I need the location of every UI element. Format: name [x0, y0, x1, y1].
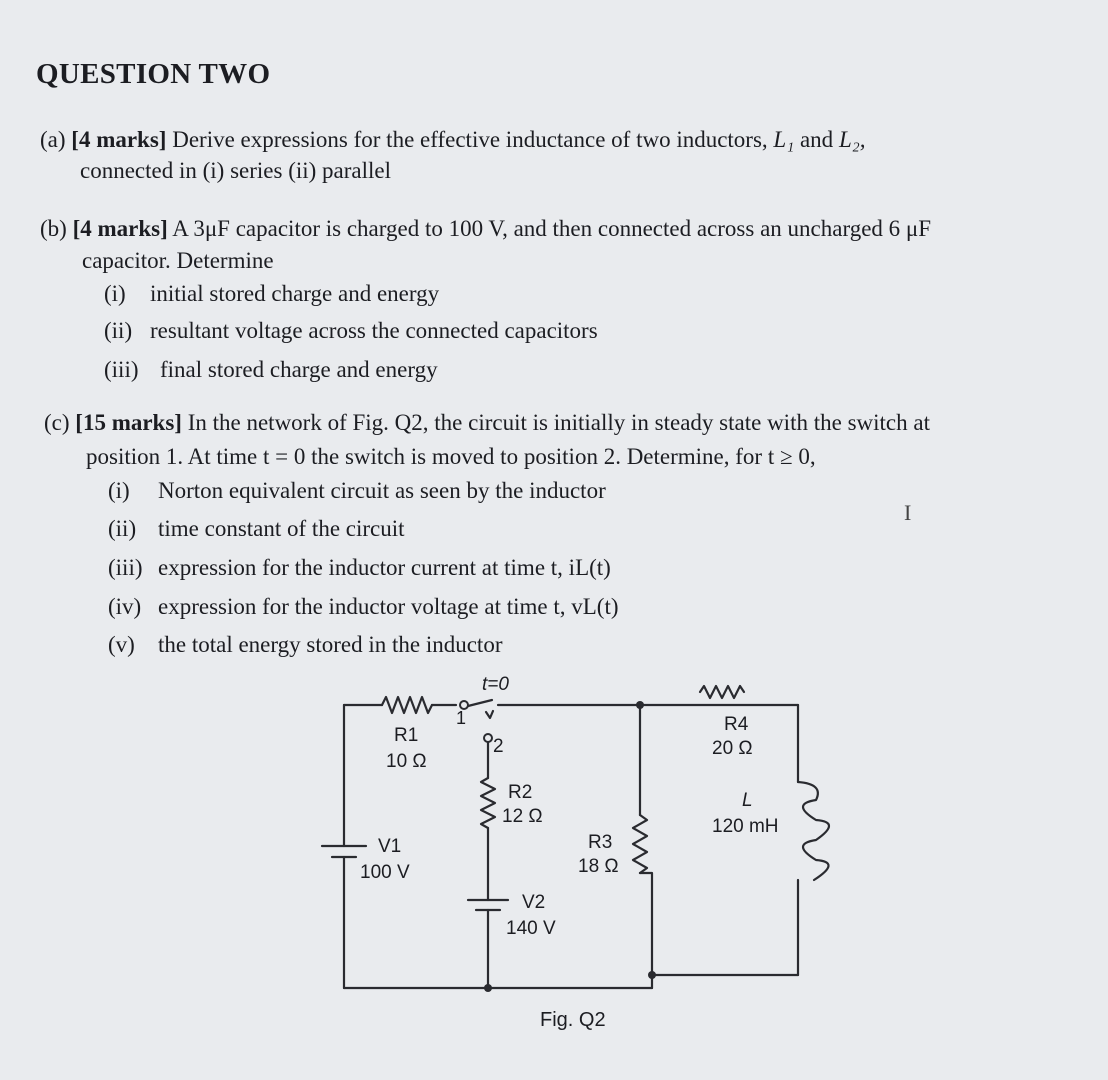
- part-b-label: (b): [40, 216, 67, 241]
- part-b-marks: [4 marks]: [72, 216, 168, 241]
- r1-label: R1: [394, 725, 419, 746]
- part-c-item-text: expression for the inductor voltage at time t, vL(t): [158, 594, 619, 619]
- part-a-l1: L₁: [773, 127, 795, 152]
- part-c-item-num: (iii): [108, 555, 143, 580]
- v1-value: 100 V: [360, 862, 410, 883]
- text-cursor-icon: I: [904, 500, 912, 525]
- switch-position-1: 1: [456, 708, 467, 728]
- junction-dot: [636, 701, 644, 709]
- figure-caption: Fig. Q2: [540, 1009, 606, 1031]
- switch-position-2: 2: [493, 736, 504, 757]
- v2-label: V2: [522, 892, 546, 913]
- r3-resistor: [633, 815, 647, 873]
- wire: [640, 873, 652, 975]
- part-b-item-num: (ii): [104, 318, 133, 343]
- part-c-label: (c): [44, 410, 70, 435]
- switch-terminal-2: [484, 734, 492, 742]
- r1-resistor: [382, 697, 432, 713]
- part-c-item-num: (v): [108, 632, 135, 657]
- v2-value: 140 V: [506, 918, 556, 939]
- part-b-item-text: final stored charge and energy: [160, 357, 438, 382]
- part-b-text1: A 3μF capacitor is charged to 100 V, and then connected across an uncharged 6 μF: [172, 216, 932, 241]
- part-b-item-text: resultant voltage across the connected capacitors: [150, 318, 598, 343]
- part-c-item-num: (i): [108, 478, 130, 503]
- part-a-and: and: [799, 127, 834, 152]
- part-c-item-text: time constant of the circuit: [158, 516, 405, 541]
- part-b-item-num: (i): [104, 281, 126, 306]
- part-b-item-num: (iii): [104, 357, 139, 382]
- part-a-l2: L₂,: [838, 127, 866, 152]
- switch-time-label: t=0: [482, 674, 509, 695]
- part-c-item-text: the total energy stored in the inductor: [158, 632, 503, 657]
- part-c-marks: [15 marks]: [75, 410, 182, 435]
- switch-blade: [468, 700, 492, 706]
- inductor-coil: [798, 782, 829, 880]
- r4-resistor: [700, 686, 744, 698]
- r4-value: 20 Ω: [712, 738, 753, 759]
- part-c-text2: position 1. At time t = 0 the switch is moved to position 2. Determine, for t ≥ 0,: [86, 444, 816, 469]
- switch-arrow: [486, 711, 493, 718]
- part-a-text1: Derive expressions for the effective inductance of two inductors,: [172, 127, 768, 152]
- part-a-label: (a): [40, 127, 66, 152]
- r2-value: 12 Ω: [502, 806, 543, 827]
- r4-label: R4: [724, 714, 749, 735]
- part-c-item-num: (iv): [108, 594, 142, 619]
- part-c-text1: In the network of Fig. Q2, the circuit is initially in steady state with the switch at: [187, 410, 930, 435]
- inductor-value: 120 mH: [712, 816, 779, 837]
- part-c-item-num: (ii): [108, 516, 137, 541]
- r2-resistor: [481, 778, 495, 828]
- part-b-text2: capacitor. Determine: [82, 248, 274, 273]
- junction-dot: [484, 984, 492, 992]
- part-c-item-text: expression for the inductor current at time t, iL(t): [158, 555, 611, 580]
- part-c-item-text: Norton equivalent circuit as seen by the inductor: [158, 478, 606, 503]
- junction-dot: [648, 971, 656, 979]
- part-a-text2: connected in (i) series (ii) parallel: [80, 158, 391, 183]
- v1-label: V1: [378, 836, 402, 857]
- r3-value: 18 Ω: [578, 856, 619, 877]
- r3-label: R3: [588, 832, 613, 853]
- question-title: QUESTION TWO: [36, 58, 271, 90]
- inductor-label: L: [742, 790, 753, 811]
- r2-label: R2: [508, 782, 533, 803]
- part-b-item-text: initial stored charge and energy: [150, 281, 440, 306]
- r1-value: 10 Ω: [386, 751, 427, 772]
- part-a-marks: [4 marks]: [71, 127, 167, 152]
